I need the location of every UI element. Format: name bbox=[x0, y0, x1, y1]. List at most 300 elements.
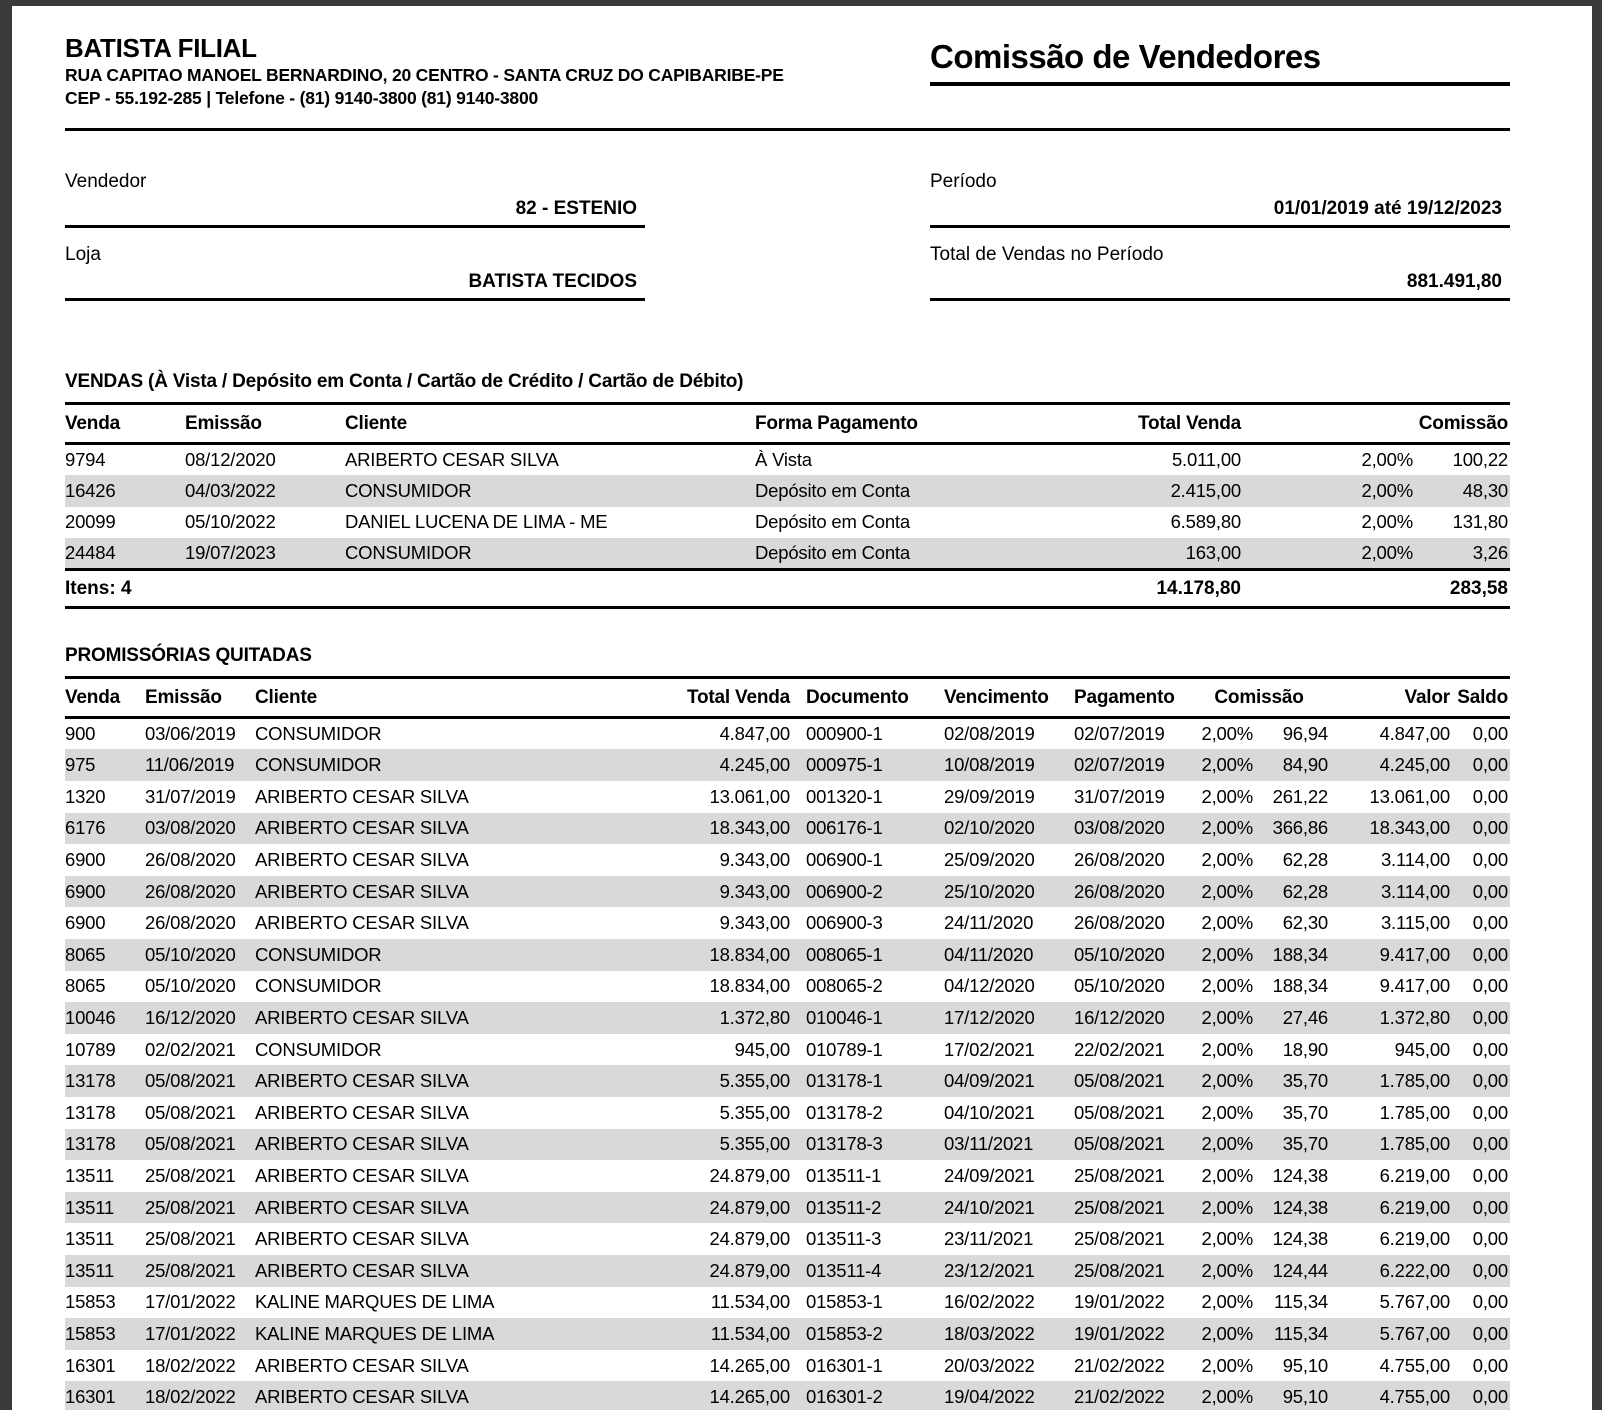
cell-venda: 16301 bbox=[65, 1354, 116, 1376]
cell-valor: 3.114,00 bbox=[1330, 876, 1452, 908]
column-header-comissao: Comissão bbox=[1243, 404, 1510, 444]
cell-comissao-valor: 100,22 bbox=[1452, 449, 1508, 471]
cell-emissao: 19/07/2023 bbox=[185, 538, 345, 570]
cell-total-venda: 13.061,00 bbox=[709, 785, 790, 807]
cell-venda: 9794 bbox=[65, 449, 106, 471]
cell-vencimento: 29/09/2019 bbox=[944, 785, 1035, 807]
column-header-total-venda: Total Venda bbox=[1065, 404, 1243, 444]
cell-comissao-pct: 2,00% bbox=[1201, 1228, 1253, 1250]
table-row bbox=[65, 1097, 1510, 1129]
cell-total-venda: 18.834,00 bbox=[665, 939, 792, 971]
cell-emissao: 25/08/2021 bbox=[145, 1164, 236, 1186]
table-row bbox=[65, 844, 1510, 876]
cell-saldo: 0,00 bbox=[1472, 723, 1508, 745]
vendedor-label: Vendedor bbox=[65, 171, 147, 192]
cell-valor: 6.222,00 bbox=[1330, 1255, 1452, 1287]
cell-cliente: ARIBERTO CESAR SILVA bbox=[255, 912, 469, 934]
itens-count: Itens: 4 bbox=[65, 570, 1065, 608]
cell-documento: 006176-1 bbox=[792, 813, 930, 845]
cell-emissao: 11/06/2019 bbox=[145, 749, 255, 781]
cell-pagamento: 05/10/2020 bbox=[1074, 975, 1165, 997]
cell-comissao-valor: 95,10 bbox=[1282, 1354, 1328, 1376]
cell-comissao-pct: 2,00% bbox=[1201, 849, 1253, 871]
cell-total-venda: 18.343,00 bbox=[665, 813, 792, 845]
cell-documento: 010789-1 bbox=[806, 1038, 883, 1060]
cell-venda: 13511 bbox=[65, 1228, 115, 1250]
cell-documento: 006900-1 bbox=[806, 849, 883, 871]
cell-emissao: 05/10/2020 bbox=[145, 975, 236, 997]
periodo-label: Período bbox=[930, 171, 997, 192]
cell-pagamento: 19/01/2022 bbox=[1060, 1318, 1188, 1350]
cell-pagamento: 02/07/2019 bbox=[1074, 723, 1165, 745]
cell-total-venda: 945,00 bbox=[734, 1038, 790, 1060]
cell-comissao-pct: 2,00% bbox=[1201, 1291, 1253, 1313]
cell-venda: 6900 bbox=[65, 912, 106, 934]
field-total-vendas bbox=[930, 242, 1510, 301]
cell-forma-pagamento: Depósito em Conta bbox=[755, 538, 1065, 570]
cell-comissao-valor: 27,46 bbox=[1255, 1002, 1330, 1034]
vendas-table-body bbox=[65, 444, 1510, 570]
vendas-section-title: VENDAS (À Vista / Depósito em Conta / Cartão de Crédito / Cartão de Débito) bbox=[65, 371, 744, 392]
cell-comissao-valor: 35,70 bbox=[1255, 1129, 1330, 1161]
cell-comissao-pct: 2,00% bbox=[1188, 1255, 1255, 1287]
cell-cliente: ARIBERTO CESAR SILVA bbox=[255, 1129, 665, 1161]
table-row bbox=[65, 507, 1510, 539]
periodo-value: 01/01/2019 até 19/12/2023 bbox=[930, 195, 1510, 228]
cell-documento: 013178-3 bbox=[792, 1129, 930, 1161]
cell-total-venda: 18.834,00 bbox=[709, 975, 790, 997]
cell-emissao: 25/08/2021 bbox=[145, 1192, 255, 1224]
page-title: Comissão de Vendedores bbox=[930, 38, 1510, 86]
cell-venda: 13178 bbox=[65, 1129, 145, 1161]
cell-total-venda: 11.534,00 bbox=[665, 1318, 792, 1350]
total-vendas-value: 881.491,80 bbox=[930, 268, 1510, 301]
table-row bbox=[65, 781, 1510, 813]
cell-comissao-valor: 62,28 bbox=[1282, 849, 1328, 871]
column-header-emissao: Emissão bbox=[145, 678, 255, 718]
cell-cliente: CONSUMIDOR bbox=[345, 475, 755, 507]
cell-venda: 15853 bbox=[65, 1291, 116, 1313]
cell-total-venda: 24.879,00 bbox=[709, 1164, 790, 1186]
cell-comissao-pct: 2,00% bbox=[1201, 1101, 1253, 1123]
cell-venda: 6900 bbox=[65, 849, 106, 871]
table-row bbox=[65, 1065, 1510, 1097]
cell-valor: 4.847,00 bbox=[1379, 723, 1450, 745]
cell-comissao-pct: 2,00% bbox=[1188, 876, 1255, 908]
cell-comissao-valor: 84,90 bbox=[1255, 749, 1330, 781]
cell-valor: 3.115,00 bbox=[1380, 912, 1450, 934]
cell-emissao: 05/08/2021 bbox=[145, 1101, 236, 1123]
cell-valor: 4.755,00 bbox=[1330, 1381, 1452, 1410]
cell-pagamento: 25/08/2021 bbox=[1060, 1255, 1188, 1287]
cell-vencimento: 16/02/2022 bbox=[944, 1291, 1035, 1313]
cell-saldo: 0,00 bbox=[1452, 876, 1510, 908]
cell-pagamento: 25/08/2021 bbox=[1074, 1228, 1165, 1250]
field-periodo bbox=[930, 169, 1510, 228]
cell-comissao-valor: 366,86 bbox=[1255, 813, 1330, 845]
cell-saldo: 0,00 bbox=[1452, 1318, 1510, 1350]
cell-documento: 015853-1 bbox=[806, 1291, 883, 1313]
cell-emissao: 17/01/2022 bbox=[145, 1291, 236, 1313]
cell-total-venda: 5.355,00 bbox=[665, 1065, 792, 1097]
cell-cliente: DANIEL LUCENA DE LIMA - ME bbox=[345, 511, 608, 533]
cell-saldo: 0,00 bbox=[1472, 975, 1508, 997]
cell-total-venda: 4.847,00 bbox=[719, 723, 790, 745]
cell-pagamento: 26/08/2020 bbox=[1074, 849, 1165, 871]
cell-emissao: 25/08/2021 bbox=[145, 1228, 236, 1250]
loja-value: BATISTA TECIDOS bbox=[65, 268, 645, 301]
cell-emissao: 05/08/2021 bbox=[145, 1129, 255, 1161]
cell-pagamento: 03/08/2020 bbox=[1060, 813, 1188, 845]
cell-emissao: 03/06/2019 bbox=[145, 723, 236, 745]
cell-emissao: 05/10/2022 bbox=[185, 511, 276, 533]
cell-vencimento: 25/09/2020 bbox=[944, 849, 1035, 871]
cell-cliente: ARIBERTO CESAR SILVA bbox=[255, 849, 469, 871]
cell-documento: 000975-1 bbox=[792, 749, 930, 781]
cell-total-venda: 163,00 bbox=[1065, 538, 1243, 570]
cell-venda: 20099 bbox=[65, 511, 116, 533]
table-row bbox=[65, 1350, 1510, 1382]
table-row bbox=[65, 718, 1510, 750]
cell-valor: 5.767,00 bbox=[1330, 1318, 1452, 1350]
table-row bbox=[65, 1160, 1510, 1192]
cell-venda: 13511 bbox=[65, 1255, 145, 1287]
cell-cliente: ARIBERTO CESAR SILVA bbox=[255, 1381, 665, 1410]
vendas-total-comissao: 283,58 bbox=[1243, 570, 1510, 608]
cell-documento: 000900-1 bbox=[806, 723, 883, 745]
cell-saldo: 0,00 bbox=[1472, 1228, 1508, 1250]
cell-cliente: KALINE MARQUES DE LIMA bbox=[255, 1291, 495, 1313]
cell-vencimento: 24/11/2020 bbox=[944, 912, 1034, 934]
cell-emissao: 26/08/2020 bbox=[145, 849, 236, 871]
cell-comissao-pct: 2,00% bbox=[1361, 511, 1413, 533]
cell-total-venda: 6.589,80 bbox=[1170, 511, 1241, 533]
cell-cliente: CONSUMIDOR bbox=[255, 1038, 382, 1060]
cell-emissao: 16/12/2020 bbox=[145, 1002, 255, 1034]
cell-cliente: CONSUMIDOR bbox=[255, 749, 665, 781]
table-row bbox=[65, 1223, 1510, 1255]
cell-comissao-pct: 2,00% bbox=[1188, 1381, 1255, 1410]
cell-cliente: ARIBERTO CESAR SILVA bbox=[345, 449, 559, 471]
cell-venda: 13511 bbox=[65, 1192, 145, 1224]
vendas-section bbox=[65, 371, 1510, 609]
cell-valor: 9.417,00 bbox=[1330, 939, 1452, 971]
promissorias-table bbox=[65, 676, 1510, 1410]
cell-documento: 008065-1 bbox=[792, 939, 930, 971]
table-row bbox=[65, 876, 1510, 908]
cell-emissao: 18/02/2022 bbox=[145, 1381, 255, 1410]
cell-valor: 9.417,00 bbox=[1379, 975, 1450, 997]
cell-emissao: 26/08/2020 bbox=[145, 912, 236, 934]
cell-comissao-valor: 188,34 bbox=[1255, 939, 1330, 971]
cell-comissao-pct: 2,00% bbox=[1361, 449, 1413, 471]
cell-comissao-pct: 2,00% bbox=[1243, 475, 1415, 507]
column-header-valor: Valor bbox=[1330, 678, 1452, 718]
cell-venda: 13511 bbox=[65, 1164, 115, 1186]
cell-pagamento: 21/02/2022 bbox=[1060, 1381, 1188, 1410]
cell-pagamento: 19/01/2022 bbox=[1074, 1291, 1165, 1313]
cell-emissao: 31/07/2019 bbox=[145, 785, 236, 807]
column-header-vencimento: Vencimento bbox=[930, 678, 1060, 718]
field-loja bbox=[65, 242, 645, 301]
cell-total-venda: 24.879,00 bbox=[665, 1255, 792, 1287]
cell-pagamento: 16/12/2020 bbox=[1060, 1002, 1188, 1034]
cell-cliente: CONSUMIDOR bbox=[345, 538, 755, 570]
cell-comissao-valor: 124,44 bbox=[1255, 1255, 1330, 1287]
cell-total-venda: 24.879,00 bbox=[709, 1228, 790, 1250]
info-grid bbox=[65, 169, 1510, 315]
vendedor-value: 82 - ESTENIO bbox=[65, 195, 645, 228]
cell-pagamento: 05/08/2021 bbox=[1060, 1129, 1188, 1161]
cell-documento: 013511-1 bbox=[806, 1164, 882, 1186]
cell-comissao-valor: 96,94 bbox=[1282, 723, 1328, 745]
cell-valor: 1.372,80 bbox=[1330, 1002, 1452, 1034]
cell-comissao-valor: 115,34 bbox=[1273, 1291, 1328, 1313]
cell-venda: 8065 bbox=[65, 939, 145, 971]
cell-total-venda: 5.355,00 bbox=[665, 1129, 792, 1161]
cell-comissao-valor: 35,70 bbox=[1255, 1065, 1330, 1097]
cell-saldo: 0,00 bbox=[1452, 1002, 1510, 1034]
cell-comissao-pct: 2,00% bbox=[1201, 912, 1253, 934]
cell-documento: 015853-2 bbox=[792, 1318, 930, 1350]
cell-vencimento: 24/10/2021 bbox=[930, 1192, 1060, 1224]
cell-venda: 6900 bbox=[65, 876, 145, 908]
cell-vencimento: 04/11/2020 bbox=[930, 939, 1060, 971]
promissorias-section bbox=[65, 645, 1510, 1410]
cell-pagamento: 22/02/2021 bbox=[1074, 1038, 1165, 1060]
cell-valor: 3.114,00 bbox=[1380, 849, 1450, 871]
cell-emissao: 05/10/2020 bbox=[145, 939, 255, 971]
cell-comissao-pct: 2,00% bbox=[1201, 1038, 1253, 1060]
cell-saldo: 0,00 bbox=[1452, 1255, 1510, 1287]
company-name: BATISTA FILIAL bbox=[65, 33, 257, 63]
cell-venda: 975 bbox=[65, 749, 145, 781]
cell-cliente: ARIBERTO CESAR SILVA bbox=[255, 813, 665, 845]
cell-comissao-pct: 2,00% bbox=[1188, 1192, 1255, 1224]
column-header-venda: Venda bbox=[65, 678, 145, 718]
cell-cliente: ARIBERTO CESAR SILVA bbox=[255, 1164, 469, 1186]
cell-pagamento: 26/08/2020 bbox=[1060, 876, 1188, 908]
cell-cliente: ARIBERTO CESAR SILVA bbox=[255, 876, 665, 908]
cell-valor: 13.061,00 bbox=[1369, 785, 1450, 807]
cell-valor: 6.219,00 bbox=[1330, 1192, 1452, 1224]
cell-comissao-valor: 188,34 bbox=[1272, 975, 1328, 997]
cell-saldo: 0,00 bbox=[1452, 813, 1510, 845]
cell-valor: 1.785,00 bbox=[1379, 1101, 1450, 1123]
cell-valor: 5.767,00 bbox=[1379, 1291, 1450, 1313]
cell-saldo: 0,00 bbox=[1452, 749, 1510, 781]
cell-cliente: KALINE MARQUES DE LIMA bbox=[255, 1318, 665, 1350]
cell-documento: 008065-2 bbox=[806, 975, 883, 997]
cell-valor: 6.219,00 bbox=[1379, 1228, 1450, 1250]
cell-comissao-valor: 124,38 bbox=[1272, 1228, 1328, 1250]
cell-saldo: 0,00 bbox=[1452, 1129, 1510, 1161]
cell-total-venda: 24.879,00 bbox=[665, 1192, 792, 1224]
cell-cliente: ARIBERTO CESAR SILVA bbox=[255, 1354, 469, 1376]
company-address-line1: RUA CAPITAO MANOEL BERNARDINO, 20 CENTRO - SANTA CRUZ DO CAPIBARIBE-PE bbox=[65, 65, 784, 85]
table-row bbox=[65, 813, 1510, 845]
cell-total-venda: 9.343,00 bbox=[719, 912, 790, 934]
cell-saldo: 0,00 bbox=[1472, 1101, 1508, 1123]
cell-cliente: ARIBERTO CESAR SILVA bbox=[255, 1192, 665, 1224]
cell-emissao: 17/01/2022 bbox=[145, 1318, 255, 1350]
cell-documento: 013178-2 bbox=[806, 1101, 883, 1123]
header-divider bbox=[65, 128, 1510, 131]
cell-vencimento: 04/09/2021 bbox=[930, 1065, 1060, 1097]
cell-comissao-valor: 62,30 bbox=[1282, 912, 1328, 934]
cell-pagamento: 26/08/2020 bbox=[1074, 912, 1165, 934]
cell-comissao-valor: 62,28 bbox=[1255, 876, 1330, 908]
cell-comissao-pct: 2,00% bbox=[1188, 1065, 1255, 1097]
cell-venda: 8065 bbox=[65, 975, 106, 997]
table-row bbox=[65, 1318, 1510, 1350]
cell-documento: 006900-2 bbox=[792, 876, 930, 908]
cell-comissao-valor: 261,22 bbox=[1272, 785, 1328, 807]
cell-venda: 1320 bbox=[65, 785, 106, 807]
cell-documento: 016301-1 bbox=[806, 1354, 883, 1376]
vendas-total-venda: 14.178,80 bbox=[1065, 570, 1243, 608]
total-vendas-label: Total de Vendas no Período bbox=[930, 244, 1164, 265]
column-header-cliente: Cliente bbox=[345, 404, 755, 444]
cell-venda: 15853 bbox=[65, 1318, 145, 1350]
cell-venda: 10046 bbox=[65, 1002, 145, 1034]
cell-valor: 18.343,00 bbox=[1330, 813, 1452, 845]
cell-cliente: ARIBERTO CESAR SILVA bbox=[255, 1228, 469, 1250]
cell-vencimento: 03/11/2021 bbox=[930, 1129, 1060, 1161]
cell-emissao: 02/02/2021 bbox=[145, 1038, 236, 1060]
cell-vencimento: 18/03/2022 bbox=[930, 1318, 1060, 1350]
cell-comissao-pct: 2,00% bbox=[1188, 1318, 1255, 1350]
cell-venda: 6176 bbox=[65, 813, 145, 845]
table-row bbox=[65, 1381, 1510, 1410]
info-column-left bbox=[65, 169, 645, 315]
cell-comissao-valor: 124,38 bbox=[1272, 1164, 1328, 1186]
cell-emissao: 05/08/2021 bbox=[145, 1065, 255, 1097]
cell-documento: 013511-4 bbox=[792, 1255, 930, 1287]
table-row bbox=[65, 1034, 1510, 1066]
cell-vencimento: 23/11/2021 bbox=[944, 1228, 1034, 1250]
cell-saldo: 0,00 bbox=[1472, 912, 1508, 934]
cell-venda: 24484 bbox=[65, 538, 185, 570]
table-row bbox=[65, 1129, 1510, 1161]
cell-comissao-valor: 115,34 bbox=[1255, 1318, 1330, 1350]
cell-venda: 10789 bbox=[65, 1038, 116, 1060]
cell-emissao: 08/12/2020 bbox=[185, 449, 276, 471]
cell-total-venda: 9.343,00 bbox=[719, 849, 790, 871]
cell-total-venda: 11.534,00 bbox=[710, 1291, 790, 1313]
column-header-saldo: Saldo bbox=[1452, 678, 1510, 718]
cell-saldo: 0,00 bbox=[1452, 1381, 1510, 1410]
cell-comissao-valor: 48,30 bbox=[1415, 475, 1510, 507]
cell-valor: 945,00 bbox=[1394, 1038, 1450, 1060]
cell-cliente: CONSUMIDOR bbox=[255, 939, 665, 971]
cell-total-venda: 5.011,00 bbox=[1171, 449, 1241, 471]
table-row bbox=[65, 749, 1510, 781]
report-header bbox=[65, 6, 1510, 110]
cell-forma-pagamento: Depósito em Conta bbox=[755, 511, 910, 533]
cell-documento: 006900-3 bbox=[806, 912, 883, 934]
company-address-line2: CEP - 55.192-285 | Telefone - (81) 9140-3800 (81) 9140-3800 bbox=[65, 88, 539, 108]
title-block bbox=[930, 32, 1510, 110]
cell-comissao-pct: 2,00% bbox=[1201, 1354, 1253, 1376]
cell-vencimento: 04/12/2020 bbox=[944, 975, 1035, 997]
cell-pagamento: 05/10/2020 bbox=[1060, 939, 1188, 971]
cell-emissao: 25/08/2021 bbox=[145, 1255, 255, 1287]
cell-documento: 013178-1 bbox=[792, 1065, 930, 1097]
cell-cliente: CONSUMIDOR bbox=[255, 975, 382, 997]
table-row bbox=[65, 939, 1510, 971]
table-row bbox=[65, 1002, 1510, 1034]
promissorias-table-body bbox=[65, 718, 1510, 1410]
cell-comissao-valor: 95,10 bbox=[1255, 1381, 1330, 1410]
promissorias-header-row bbox=[65, 678, 1510, 718]
company-block bbox=[65, 32, 784, 110]
table-row bbox=[65, 538, 1510, 570]
cell-valor: 1.785,00 bbox=[1330, 1129, 1452, 1161]
cell-cliente: ARIBERTO CESAR SILVA bbox=[255, 1255, 665, 1287]
cell-forma-pagamento: À Vista bbox=[755, 449, 812, 471]
cell-pagamento: 31/07/2019 bbox=[1074, 785, 1165, 807]
report-page bbox=[12, 6, 1592, 1410]
cell-documento: 013511-3 bbox=[806, 1228, 882, 1250]
cell-vencimento: 10/08/2019 bbox=[930, 749, 1060, 781]
column-header-emissao: Emissão bbox=[185, 404, 345, 444]
cell-venda: 16426 bbox=[65, 475, 185, 507]
cell-emissao: 03/08/2020 bbox=[145, 813, 255, 845]
cell-saldo: 0,00 bbox=[1472, 1354, 1508, 1376]
cell-documento: 013511-2 bbox=[792, 1192, 930, 1224]
cell-documento: 016301-2 bbox=[792, 1381, 930, 1410]
cell-total-venda: 14.265,00 bbox=[665, 1381, 792, 1410]
column-header-comissao: Comissão bbox=[1188, 678, 1330, 718]
loja-label: Loja bbox=[65, 244, 101, 265]
cell-comissao-valor: 35,70 bbox=[1282, 1101, 1328, 1123]
field-vendedor bbox=[65, 169, 645, 228]
cell-emissao: 26/08/2020 bbox=[145, 876, 255, 908]
cell-comissao-pct: 2,00% bbox=[1201, 723, 1253, 745]
cell-comissao-pct: 2,00% bbox=[1188, 939, 1255, 971]
cell-venda: 13178 bbox=[65, 1065, 145, 1097]
cell-comissao-valor: 18,90 bbox=[1282, 1038, 1328, 1060]
cell-documento: 010046-1 bbox=[792, 1002, 930, 1034]
cell-saldo: 0,00 bbox=[1452, 1192, 1510, 1224]
cell-saldo: 0,00 bbox=[1472, 849, 1508, 871]
cell-pagamento: 05/08/2021 bbox=[1060, 1065, 1188, 1097]
column-header-forma-pagamento: Forma Pagamento bbox=[755, 404, 1065, 444]
cell-comissao-pct: 2,00% bbox=[1201, 1164, 1253, 1186]
column-header-cliente: Cliente bbox=[255, 678, 665, 718]
cell-vencimento: 19/04/2022 bbox=[930, 1381, 1060, 1410]
cell-pagamento: 25/08/2021 bbox=[1074, 1164, 1165, 1186]
vendas-table bbox=[65, 402, 1510, 609]
cell-vencimento: 24/09/2021 bbox=[944, 1164, 1035, 1186]
cell-saldo: 0,00 bbox=[1472, 1291, 1508, 1313]
cell-saldo: 0,00 bbox=[1452, 1065, 1510, 1097]
cell-comissao-valor: 124,38 bbox=[1255, 1192, 1330, 1224]
cell-pagamento: 21/02/2022 bbox=[1074, 1354, 1165, 1376]
cell-comissao-pct: 2,00% bbox=[1188, 1129, 1255, 1161]
cell-venda: 16301 bbox=[65, 1381, 145, 1410]
cell-cliente: ARIBERTO CESAR SILVA bbox=[255, 1065, 665, 1097]
column-header-documento: Documento bbox=[792, 678, 930, 718]
cell-total-venda: 4.245,00 bbox=[665, 749, 792, 781]
cell-comissao-pct: 2,00% bbox=[1188, 1002, 1255, 1034]
cell-saldo: 0,00 bbox=[1472, 1164, 1508, 1186]
cell-comissao-valor: 131,80 bbox=[1452, 511, 1508, 533]
cell-vencimento: 17/12/2020 bbox=[930, 1002, 1060, 1034]
column-header-total-venda: Total Venda bbox=[665, 678, 792, 718]
cell-vencimento: 25/10/2020 bbox=[930, 876, 1060, 908]
